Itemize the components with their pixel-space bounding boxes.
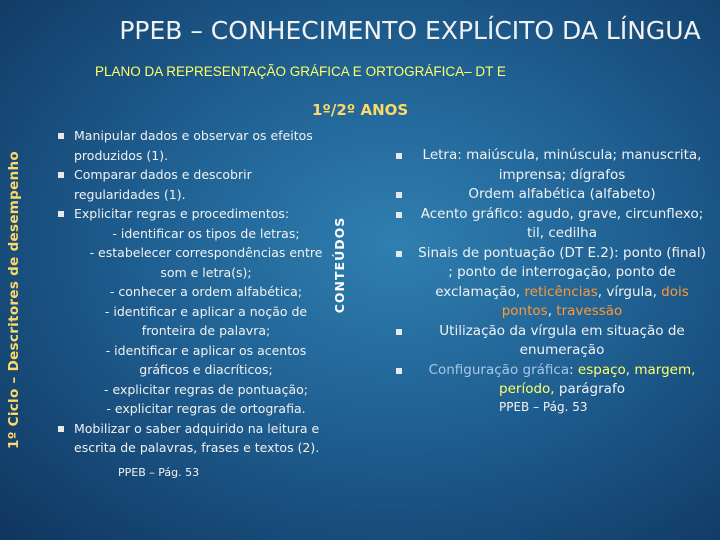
- descriptor-subitem-text: - identificar os tipos de letras;: [112, 225, 300, 241]
- content-item: [392, 185, 710, 205]
- content-item: [392, 205, 710, 244]
- square-bullet-icon: [396, 329, 402, 335]
- descriptor-item: [58, 165, 328, 204]
- descriptor-subitem-text: - explicitar regras de ortografia.: [106, 401, 306, 416]
- descriptor-subitem-text: - explicitar regras de pontuação;: [103, 381, 308, 397]
- descriptor-subitem: [58, 341, 328, 380]
- descriptors-vertical-label: 1º Ciclo – Descritores de desempenho: [6, 151, 22, 449]
- content-text: Sinais de pontuação (DT E.2): ponto (final) ; ponto de interrogação, ponto de exclamação,: [418, 244, 706, 300]
- contents-column: [392, 146, 710, 400]
- content-text: Ordem alfabética (alfabeto): [468, 186, 656, 202]
- descriptor-subitem: [58, 380, 328, 400]
- contents-list: [392, 146, 710, 400]
- content-highlight: travessão: [556, 303, 623, 319]
- descriptor-subitem-text: - identificar e aplicar os acentos gráficos e diacríticos;: [105, 342, 307, 377]
- descriptor-subitem: [58, 399, 328, 419]
- square-bullet-icon: [396, 192, 402, 198]
- content-text: Acento gráfico: agudo, grave, circunflexo; til, cedilha: [420, 205, 704, 241]
- content-item: [392, 322, 710, 361]
- descriptor-subitem-text: - conhecer a ordem alfabética;: [109, 284, 303, 299]
- descriptor-subitem-text: - estabelecer correspondências entre som e letra(s);: [89, 245, 323, 280]
- slide-subtitle: PLANO DA REPRESENTAÇÃO GRÁFICA E ORTOGRÁFICA– DT E: [95, 64, 506, 79]
- content-text: ,: [547, 303, 552, 319]
- descriptor-subitem: [58, 302, 328, 341]
- years-heading: 1º/2º ANOS: [312, 101, 409, 119]
- square-bullet-icon: [58, 426, 64, 432]
- descriptor-subitem-text: - identificar e aplicar a noção de fronteira de palavra;: [104, 303, 308, 338]
- descriptor-text: Mobilizar o saber adquirido na leitura e escrita de palavras, frases e textos (2).: [74, 420, 320, 455]
- slide-title: PPEB – CONHECIMENTO EXPLÍCITO DA LÍNGUA: [119, 16, 701, 45]
- content-highlight: dois pontos: [501, 283, 689, 319]
- content-text: , vírgula,: [597, 283, 657, 300]
- content-highlight: reticências: [524, 283, 598, 300]
- square-bullet-icon: [396, 368, 402, 374]
- descriptor-text: Comparar dados e descobrir regularidades (1).: [74, 167, 252, 202]
- content-highlight: Configuração gráfica: [428, 361, 570, 378]
- content-text: Letra: maiúscula, minúscula; manuscrita, imprensa; dígrafos: [422, 147, 702, 183]
- square-bullet-icon: [396, 153, 402, 159]
- descriptors-list: [58, 126, 328, 458]
- square-bullet-icon: [396, 251, 402, 257]
- content-item: [392, 146, 710, 185]
- content-item: [392, 244, 710, 322]
- descriptor-item: [58, 126, 328, 165]
- descriptor-subitem: [58, 282, 328, 302]
- content-highlight: : espaço, margem, período,: [499, 361, 696, 397]
- descriptor-subitem: [58, 224, 328, 244]
- descriptor-item: [58, 419, 328, 458]
- content-item: [392, 361, 710, 400]
- descriptor-subitem: [58, 243, 328, 282]
- descriptor-text: Explicitar regras e procedimentos:: [74, 206, 290, 221]
- descriptors-reference: PPEB – Pág. 53: [118, 466, 200, 479]
- descriptors-column: [58, 126, 328, 458]
- square-bullet-icon: [58, 172, 64, 178]
- contents-reference: PPEB – Pág. 53: [499, 400, 588, 414]
- descriptor-item: [58, 204, 328, 224]
- contents-vertical-label: CONTEÚDOS: [332, 216, 347, 314]
- content-text: Utilização da vírgula em situação de enumeração: [439, 322, 685, 358]
- square-bullet-icon: [396, 212, 402, 218]
- content-text: parágrafo: [558, 381, 625, 397]
- square-bullet-icon: [58, 211, 64, 217]
- square-bullet-icon: [58, 133, 64, 139]
- descriptor-text: Manipular dados e observar os efeitos produzidos (1).: [74, 128, 313, 163]
